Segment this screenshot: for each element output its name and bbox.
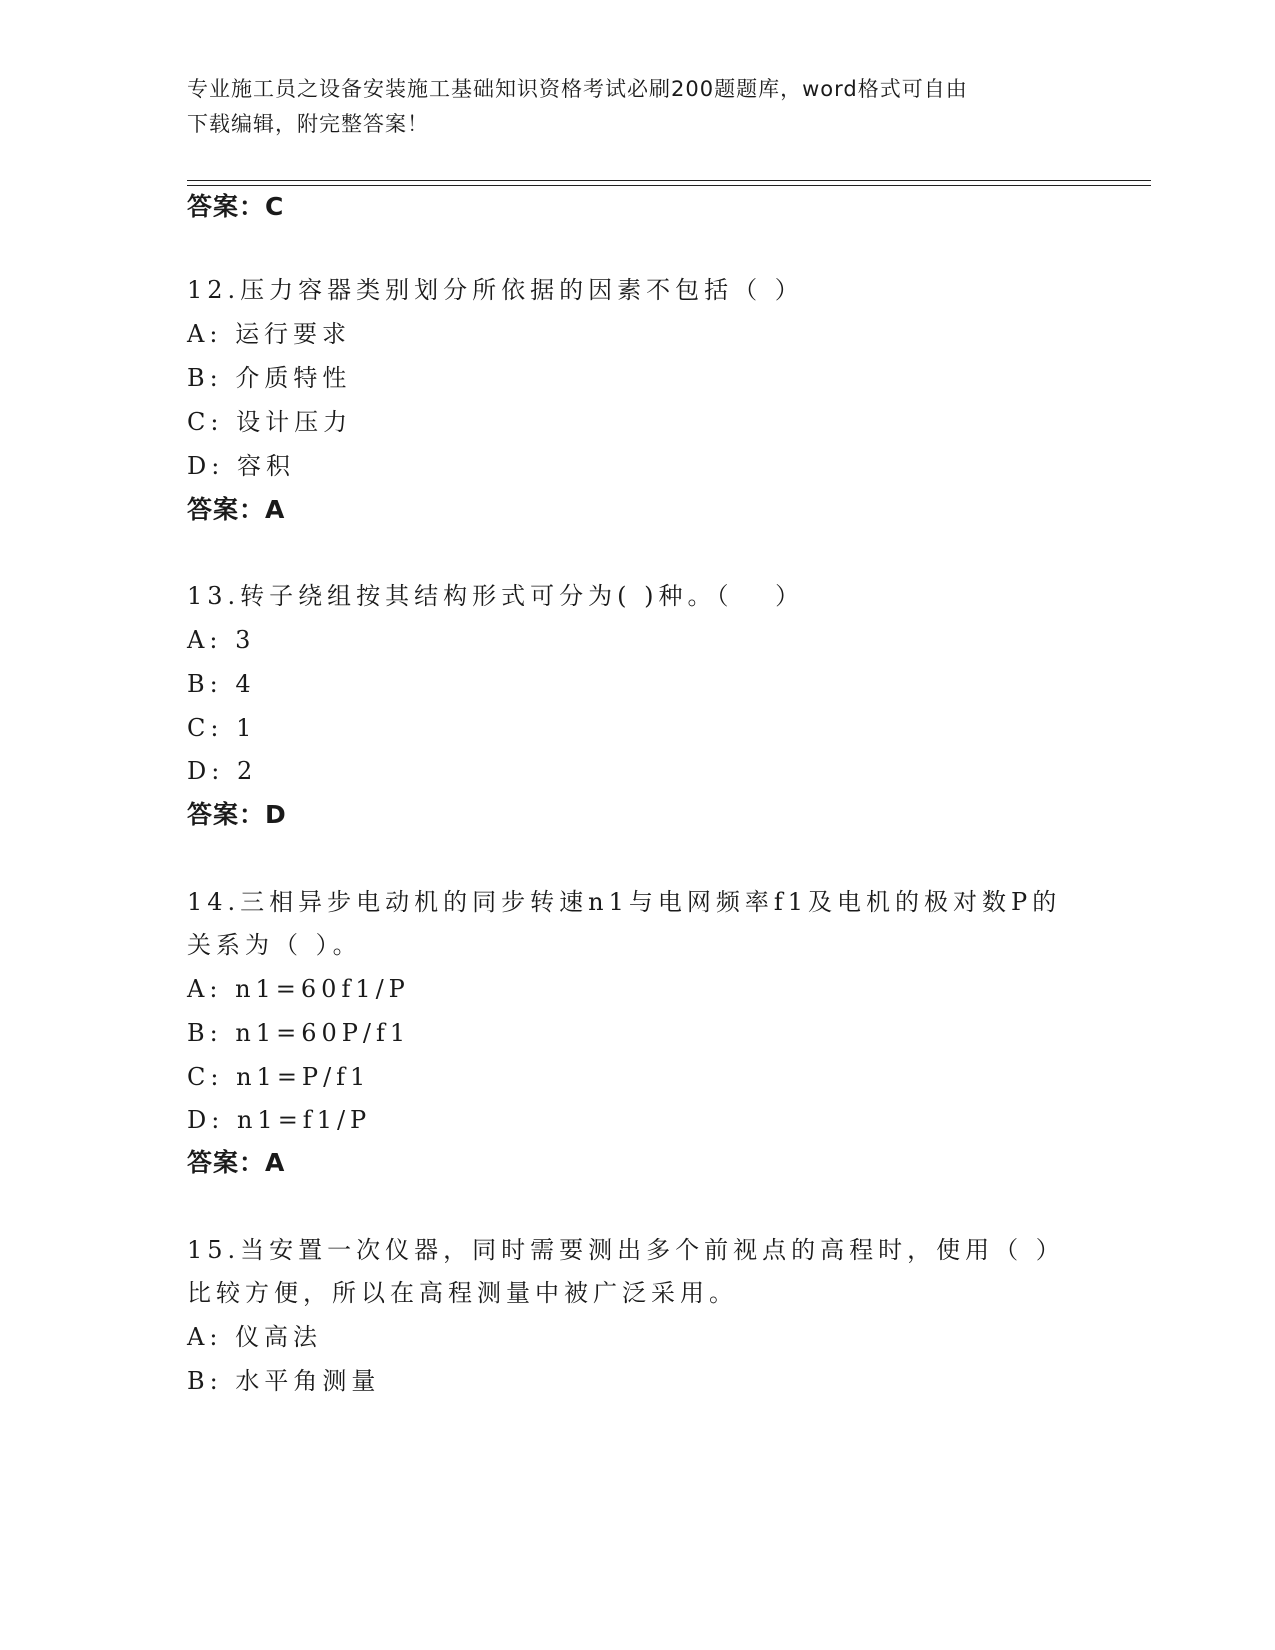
question-13-option-c [187,711,256,745]
question-14-stem-line-2: 关系为（ ）。 [187,931,362,959]
question-15-stem-line-2: 比较方便，所以在高程测量中被广泛采用。 [187,1279,738,1307]
question-12-option-c [187,405,352,439]
option-key: C: [187,714,224,742]
question-14-option-c [187,1060,370,1094]
question-14-option-a [187,972,410,1006]
question-15-stem-line-1: 15.当安置一次仪器，同时需要测出多个前视点的高程时，使用（ ） [187,1236,1065,1264]
option-text: n1=f1/P [236,1106,372,1134]
option-key: A: [187,320,223,348]
option-key: B: [187,1019,223,1047]
question-13-stem: 13.转子绕组按其结构形式可分为( )种。（ ） [187,582,805,610]
option-text: 运行要求 [235,320,352,348]
option-key: C: [187,1063,224,1091]
question-14-answer: 答案：A [187,1148,286,1177]
option-text: n1=60f1/P [235,975,410,1003]
question-13-option-d [187,754,257,788]
question-12-stem: 12.压力容器类别划分所依据的因素不包括（ ） [187,276,804,304]
question-15-option-b [187,1364,380,1398]
option-key: D: [187,1106,225,1134]
header-line-1: 专业施工员之设备安装施工基础知识资格考试必刷200题题库，word格式可自由 [187,77,968,101]
option-key: D: [187,452,225,480]
option-text: n1=P/f1 [236,1063,371,1091]
answer-prev: 答案：C [187,192,285,221]
option-key: B: [187,1367,223,1395]
document-header [187,72,1087,142]
header-rule-bottom [187,185,1151,186]
question-15-option-a [187,1320,322,1354]
question-12-option-d [187,449,295,483]
question-12-option-b [187,361,351,395]
option-key: A: [187,975,223,1003]
question-13-option-a [187,623,255,657]
option-text: 容积 [236,452,295,480]
question-14-option-b [187,1016,410,1050]
option-text: 1 [236,714,257,742]
header-rule-top [187,180,1151,181]
question-12-option-a [187,317,351,351]
option-text: n1=60P/f1 [235,1019,411,1047]
option-key: D: [187,757,225,785]
option-key: A: [187,1323,223,1351]
option-key: B: [187,670,223,698]
option-key: A: [187,626,223,654]
question-14-option-d [187,1103,371,1137]
question-13-answer: 答案：D [187,800,287,829]
option-text: 4 [235,670,256,698]
option-text: 3 [235,626,256,654]
option-text: 2 [236,757,258,785]
question-12-answer: 答案：A [187,495,286,524]
header-line-2: 下载编辑，附完整答案！ [187,112,429,136]
option-text: 设计压力 [236,408,353,436]
option-key: B: [187,364,223,392]
option-text: 水平角测量 [235,1367,381,1395]
question-13-option-b [187,667,256,701]
option-text: 仪高法 [235,1323,323,1351]
option-text: 介质特性 [235,364,352,392]
question-14-stem-line-1: 14.三相异步电动机的同步转速n1与电网频率f1及电机的极对数P的 [187,888,1062,916]
option-key: C: [187,408,224,436]
